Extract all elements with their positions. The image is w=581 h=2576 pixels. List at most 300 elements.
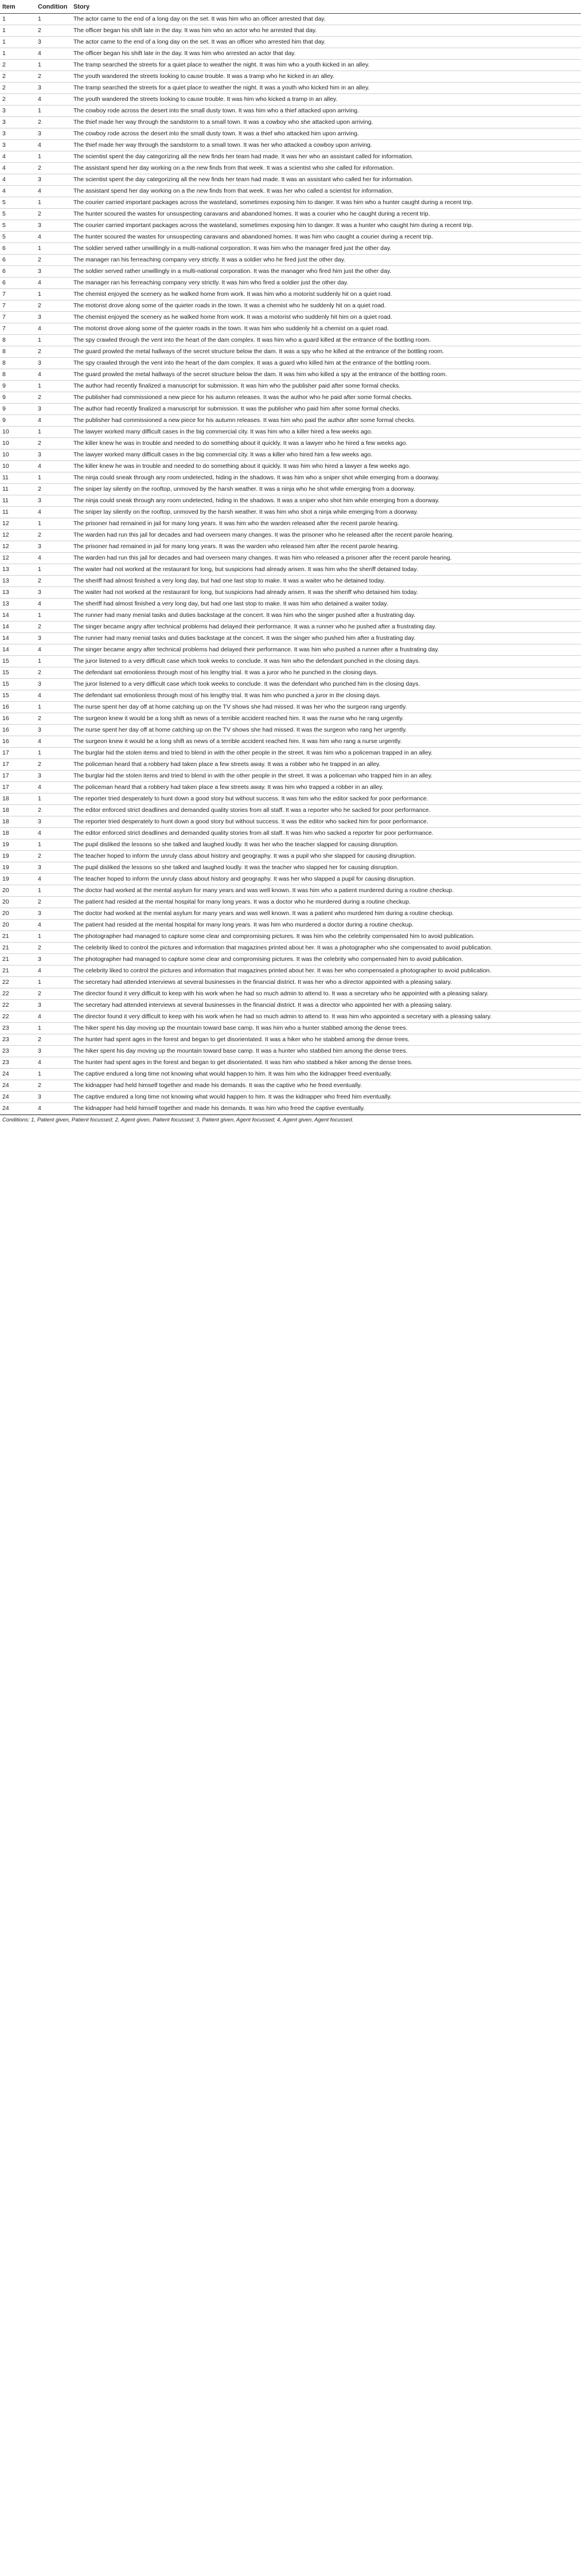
item-cell: 1 — [0, 37, 36, 48]
story-cell: The runner had many menial tasks and duties backstage at the concert. It was him who the singer pushed after a frustrating day. — [71, 610, 581, 621]
table-row — [0, 232, 581, 243]
table-row — [0, 621, 581, 633]
story-cell: The scientist spent the day categorizing all the new finds her team had made. It was her who an assistant called for information. — [71, 151, 581, 163]
condition-cell: 2 — [36, 392, 71, 404]
item-cell: 22 — [0, 1000, 36, 1011]
condition-cell: 2 — [36, 71, 71, 83]
condition-cell: 1 — [36, 289, 71, 300]
condition-cell: 3 — [36, 725, 71, 736]
condition-cell: 3 — [36, 83, 71, 94]
story-cell: The surgeon knew it would be a long shift as news of a terrible accident reached him. It was him who rang a nurse urgently. — [71, 736, 581, 748]
story-cell: The author had recently finalized a manuscript for submission. It was the publisher who paid him after some formal checks. — [71, 404, 581, 415]
story-cell: The captive endured a long time not knowing what would happen to him. It was the kidnapper who freed him eventually. — [71, 1092, 581, 1103]
item-cell: 3 — [0, 117, 36, 128]
table-row — [0, 484, 581, 495]
story-cell: The tramp searched the streets for a quiet place to weather the night. It was him who a youth kicked in an alley. — [71, 60, 581, 71]
table-row — [0, 174, 581, 186]
story-cell: The chemist enjoyed the scenery as he walked home from work. It was him who a motorist suddenly hit on a quiet road. — [71, 289, 581, 300]
condition-cell: 4 — [36, 1103, 71, 1115]
condition-cell: 4 — [36, 277, 71, 289]
story-cell: The doctor had worked at the mental asylum for many years and was well known. It was him who a patient murdered during a routine checkup. — [71, 885, 581, 897]
story-cell: The manager ran his ferreaching company very strictly. It was a soldier who he fired just the other day. — [71, 255, 581, 266]
condition-cell: 1 — [36, 839, 71, 851]
stimuli-table-container — [0, 0, 581, 1124]
table-row — [0, 771, 581, 782]
story-cell: The juror listened to a very difficult case which took weeks to conclude. It was the defendant who punched him in the closing days. — [71, 679, 581, 690]
condition-cell: 2 — [36, 255, 71, 266]
condition-cell: 4 — [36, 232, 71, 243]
item-cell: 23 — [0, 1046, 36, 1057]
story-cell: The author had recently finalized a manuscript for submission. It was him who the publisher paid after some formal checks. — [71, 381, 581, 392]
table-row — [0, 37, 581, 48]
condition-cell: 4 — [36, 369, 71, 381]
condition-cell: 2 — [36, 851, 71, 862]
table-row — [0, 60, 581, 71]
table-row — [0, 690, 581, 702]
condition-cell: 4 — [36, 690, 71, 702]
table-row — [0, 564, 581, 576]
table-row — [0, 1092, 581, 1103]
condition-cell: 1 — [36, 702, 71, 713]
item-cell: 17 — [0, 748, 36, 759]
story-cell: The soldier served rather unwillingly in a multi-national corporation. It was the manager who fired him just the other day. — [71, 266, 581, 277]
story-cell: The assistant spend her day working on a the new finds from that week. It was her who called a scientist for information. — [71, 186, 581, 197]
story-cell: The doctor had worked at the mental asylum for many years and was well known. It was a patient who murdered him during a routine checkup. — [71, 908, 581, 920]
story-cell: The soldier served rather unwillingly in a multi-national corporation. It was him who the manager fired just the other day. — [71, 243, 581, 255]
table-row — [0, 14, 581, 25]
story-cell: The policeman heard that a robbery had taken place a few streets away. It was a robber who he trapped in an alley. — [71, 759, 581, 771]
table-row — [0, 897, 581, 908]
table-row — [0, 931, 581, 943]
item-cell: 14 — [0, 633, 36, 644]
condition-cell: 3 — [36, 174, 71, 186]
condition-cell: 2 — [36, 759, 71, 771]
table-row — [0, 346, 581, 358]
story-cell: The actor came to the end of a long day on the set. It was him who an officer arrested that day. — [71, 14, 581, 25]
condition-cell: 2 — [36, 25, 71, 37]
story-cell: The spy crawled through the vent into the heart of the dam complex. It was him who a guard killed at the entrance of the bottling room. — [71, 335, 581, 346]
item-cell: 15 — [0, 690, 36, 702]
item-cell: 12 — [0, 530, 36, 541]
table-row — [0, 94, 581, 105]
condition-cell: 1 — [36, 1069, 71, 1080]
story-cell: The killer knew he was in trouble and needed to do something about it quickly. It was a lawyer who he hired a few weeks ago. — [71, 438, 581, 449]
item-cell: 6 — [0, 277, 36, 289]
item-cell: 24 — [0, 1092, 36, 1103]
story-cell: The pupil disliked the lessons so she talked and laughed loudly. It was her who the teacher slapped for causing disruption. — [71, 839, 581, 851]
table-row — [0, 977, 581, 988]
story-cell: The youth wandered the streets looking to cause trouble. It was him who kicked a tramp in an alley. — [71, 94, 581, 105]
table-row — [0, 599, 581, 610]
story-cell: The celebrity liked to control the pictures and information that magazines printed about her. It was her who compensated a photographer to avoid publication. — [71, 965, 581, 977]
story-cell: The captive endured a long time not knowing what would happen to him. It was him who the kidnapper freed eventually. — [71, 1069, 581, 1080]
table-row — [0, 266, 581, 277]
table-row — [0, 736, 581, 748]
condition-cell: 4 — [36, 782, 71, 793]
item-cell: 23 — [0, 1034, 36, 1046]
item-cell: 2 — [0, 83, 36, 94]
story-cell: The director found it very difficult to keep with his work when he had so much admin to attend to. It was a secretary who he appointed with a pleasing salary. — [71, 988, 581, 1000]
story-cell: The lawyer worked many difficult cases in the big commercial city. It was him who a killer hired a few weeks ago. — [71, 427, 581, 438]
item-cell: 8 — [0, 335, 36, 346]
table-row — [0, 128, 581, 140]
condition-cell: 4 — [36, 828, 71, 839]
item-cell: 19 — [0, 874, 36, 885]
table-row — [0, 25, 581, 37]
item-cell: 2 — [0, 60, 36, 71]
item-cell: 8 — [0, 346, 36, 358]
condition-cell: 3 — [36, 954, 71, 965]
table-row — [0, 633, 581, 644]
story-cell: The ninja could sneak through any room undetected, hiding in the shadows. It was a sniper who shot him while emerging from a doorway. — [71, 495, 581, 507]
condition-cell: 1 — [36, 381, 71, 392]
item-cell: 21 — [0, 965, 36, 977]
story-cell: The motorist drove along some of the quieter roads in the town. It was him who suddenly hit a chemist on a quiet road. — [71, 323, 581, 335]
condition-cell: 4 — [36, 186, 71, 197]
table-row — [0, 851, 581, 862]
table-row — [0, 541, 581, 553]
header-row — [0, 1, 581, 14]
condition-cell: 2 — [36, 438, 71, 449]
table-row — [0, 828, 581, 839]
story-cell: The reporter tried desperately to hunt down a good story but without success. It was the editor who sacked him for poor performance. — [71, 816, 581, 828]
table-row — [0, 117, 581, 128]
table-row — [0, 381, 581, 392]
item-cell: 3 — [0, 105, 36, 117]
table-row — [0, 965, 581, 977]
table-row — [0, 1011, 581, 1023]
condition-cell: 3 — [36, 266, 71, 277]
item-cell: 13 — [0, 576, 36, 587]
story-cell: The kidnapper had held himself together and made his demands. It was the captive who he freed eventually. — [71, 1080, 581, 1092]
story-cell: The hiker spent his day moving up the mountain toward base camp. It was him who a hunter stabbed among the dense trees. — [71, 1023, 581, 1034]
condition-cell: 3 — [36, 587, 71, 599]
item-cell: 6 — [0, 266, 36, 277]
item-cell: 20 — [0, 897, 36, 908]
table-row — [0, 610, 581, 621]
item-cell: 15 — [0, 667, 36, 679]
condition-cell: 4 — [36, 461, 71, 472]
table-body — [0, 14, 581, 1115]
table-row — [0, 759, 581, 771]
item-cell: 2 — [0, 94, 36, 105]
table-row — [0, 220, 581, 232]
item-cell: 1 — [0, 25, 36, 37]
item-cell: 5 — [0, 209, 36, 220]
table-row — [0, 105, 581, 117]
item-cell: 1 — [0, 14, 36, 25]
table-row — [0, 587, 581, 599]
table-row — [0, 449, 581, 461]
table-row — [0, 862, 581, 874]
item-cell: 9 — [0, 404, 36, 415]
table-row — [0, 1000, 581, 1011]
item-cell: 19 — [0, 862, 36, 874]
condition-cell: 4 — [36, 553, 71, 564]
table-row — [0, 1034, 581, 1046]
story-cell: The secretary had attended interviews at several businesses in the financial district. It was her who a director appointed with a pleasing salary. — [71, 977, 581, 988]
table-row — [0, 518, 581, 530]
condition-cell: 2 — [36, 117, 71, 128]
item-cell: 15 — [0, 656, 36, 667]
table-row — [0, 186, 581, 197]
table-row — [0, 83, 581, 94]
table-row — [0, 1023, 581, 1034]
story-cell: The photographer had managed to capture some clear and compromising pictures. It was the celebrity who compensated him to avoid publication. — [71, 954, 581, 965]
story-cell: The patient had resided at the mental hospital for many long years. It was him who murdered a doctor during a routine checkup. — [71, 920, 581, 931]
table-row — [0, 1057, 581, 1069]
item-cell: 22 — [0, 988, 36, 1000]
condition-cell: 2 — [36, 897, 71, 908]
condition-cell: 3 — [36, 1046, 71, 1057]
table-row — [0, 988, 581, 1000]
table-row — [0, 1069, 581, 1080]
condition-cell: 1 — [36, 564, 71, 576]
condition-cell: 1 — [36, 656, 71, 667]
item-cell: 1 — [0, 48, 36, 60]
story-cell: The hunter had spent ages in the forest and began to get disorientated. It was a hiker who he stabbed among the dense trees. — [71, 1034, 581, 1046]
table-row — [0, 908, 581, 920]
story-cell: The thief made her way through the sandstorm to a small town. It was a cowboy who she attacked upon arriving. — [71, 117, 581, 128]
item-cell: 16 — [0, 736, 36, 748]
condition-cell: 3 — [36, 312, 71, 323]
table-row — [0, 209, 581, 220]
condition-cell: 3 — [36, 771, 71, 782]
table-row — [0, 404, 581, 415]
table-row — [0, 679, 581, 690]
table-row — [0, 312, 581, 323]
item-cell: 6 — [0, 255, 36, 266]
condition-cell: 4 — [36, 644, 71, 656]
item-cell: 7 — [0, 289, 36, 300]
table-row — [0, 1103, 581, 1115]
story-cell: The actor came to the end of a long day on the set. It was an officer who arrested him that day. — [71, 37, 581, 48]
condition-cell: 2 — [36, 484, 71, 495]
condition-cell: 2 — [36, 621, 71, 633]
condition-cell: 1 — [36, 243, 71, 255]
condition-cell: 4 — [36, 48, 71, 60]
condition-cell: 2 — [36, 530, 71, 541]
table-header — [0, 1, 581, 14]
item-cell: 17 — [0, 771, 36, 782]
condition-cell: 1 — [36, 748, 71, 759]
table-row — [0, 874, 581, 885]
story-cell: The celebrity liked to control the pictures and information that magazines printed about her. It was a photographer who she compensated to avoid publication. — [71, 943, 581, 954]
story-cell: The waiter had not worked at the restaurant for long, but suspicions had already arisen. It was the sheriff who detained him today. — [71, 587, 581, 599]
story-cell: The surgeon knew it would be a long shift as news of a terrible accident reached him. It was the nurse who he rang urgently. — [71, 713, 581, 725]
table-row — [0, 255, 581, 266]
item-cell: 6 — [0, 243, 36, 255]
table-row — [0, 323, 581, 335]
item-cell: 11 — [0, 472, 36, 484]
item-cell: 23 — [0, 1023, 36, 1034]
story-cell: The sheriff had almost finished a very long day, but had one last stop to make. It was a waiter who he detained today. — [71, 576, 581, 587]
table-row — [0, 748, 581, 759]
table-row — [0, 644, 581, 656]
item-cell: 10 — [0, 427, 36, 438]
item-cell: 11 — [0, 507, 36, 518]
story-cell: The pupil disliked the lessons so she talked and laughed loudly. It was the teacher who slapped her for causing disruption. — [71, 862, 581, 874]
condition-cell: 2 — [36, 667, 71, 679]
item-cell: 14 — [0, 644, 36, 656]
story-cell: The teacher hoped to inform the unruly class about history and geography. It was her who slapped a pupil for causing disruption. — [71, 874, 581, 885]
item-cell: 10 — [0, 449, 36, 461]
item-cell: 9 — [0, 392, 36, 404]
table-row — [0, 300, 581, 312]
condition-cell: 1 — [36, 105, 71, 117]
story-cell: The lawyer worked many difficult cases in the big commercial city. It was a killer who hired him a few weeks ago. — [71, 449, 581, 461]
story-cell: The nurse spent her day off at home catching up on the TV shows she had missed. It was the surgeon who rang her urgently. — [71, 725, 581, 736]
condition-cell: 4 — [36, 965, 71, 977]
condition-cell: 4 — [36, 874, 71, 885]
story-cell: The killer knew he was in trouble and needed to do something about it quickly. It was him who hired a lawyer a few weeks ago. — [71, 461, 581, 472]
item-cell: 4 — [0, 151, 36, 163]
condition-cell: 1 — [36, 14, 71, 25]
condition-cell: 3 — [36, 908, 71, 920]
item-cell: 16 — [0, 713, 36, 725]
table-row — [0, 369, 581, 381]
story-cell: The hiker spent his day moving up the mountain toward base camp. It was a hunter who stabbed him among the dense trees. — [71, 1046, 581, 1057]
condition-cell: 1 — [36, 610, 71, 621]
table-row — [0, 151, 581, 163]
story-cell: The photographer had managed to capture some clear and compromising pictures. It was him who the celebrity compensated him to avoid publication. — [71, 931, 581, 943]
story-cell: The juror listened to a very difficult case which took weeks to conclude. It was him who the defendant punched in the closing days. — [71, 656, 581, 667]
table-row — [0, 289, 581, 300]
table-row — [0, 335, 581, 346]
story-cell: The courier carried important packages across the wasteland, sometimes exposing him to danger. It was him who a hunter caught during a recent trip. — [71, 197, 581, 209]
condition-cell: 3 — [36, 37, 71, 48]
story-cell: The officer began his shift late in the day. It was him who an actor who he arrested that day. — [71, 25, 581, 37]
table-row — [0, 71, 581, 83]
story-cell: The spy crawled through the vent into the heart of the dam complex. It was a guard who killed him at the entrance of the bottling room. — [71, 358, 581, 369]
condition-cell: 3 — [36, 541, 71, 553]
item-cell: 17 — [0, 759, 36, 771]
story-cell: The officer began his shift late in the day. It was him who arrested an actor that day. — [71, 48, 581, 60]
condition-cell: 4 — [36, 1011, 71, 1023]
table-row — [0, 507, 581, 518]
table-row — [0, 438, 581, 449]
table-row — [0, 725, 581, 736]
item-cell: 8 — [0, 358, 36, 369]
item-cell: 18 — [0, 793, 36, 805]
table-row — [0, 277, 581, 289]
story-cell: The guard prowled the metal hallways of the secret structure below the dam. It was him who killed a spy at the entrance of the bottling room. — [71, 369, 581, 381]
story-cell: The thief made her way through the sandstorm to a small town. It was her who attacked a cowboy upon arriving. — [71, 140, 581, 151]
story-cell: The assistant spend her day working on a the new finds from that week. It was a scientist who she called for information. — [71, 163, 581, 174]
item-cell: 24 — [0, 1103, 36, 1115]
condition-cell: 3 — [36, 679, 71, 690]
condition-cell: 4 — [36, 507, 71, 518]
item-cell: 11 — [0, 484, 36, 495]
table-row — [0, 954, 581, 965]
condition-cell: 2 — [36, 209, 71, 220]
table-row — [0, 805, 581, 816]
table-row — [0, 358, 581, 369]
item-cell: 11 — [0, 495, 36, 507]
item-cell: 10 — [0, 438, 36, 449]
story-cell: The youth wandered the streets looking to cause trouble. It was a tramp who he kicked in an alley. — [71, 71, 581, 83]
table-row — [0, 839, 581, 851]
condition-cell: 2 — [36, 713, 71, 725]
condition-cell: 2 — [36, 300, 71, 312]
condition-cell: 2 — [36, 163, 71, 174]
table-row — [0, 553, 581, 564]
story-cell: The ninja could sneak through any room undetected, hiding in the shadows. It was him who a sniper shot while emerging from a doorway. — [71, 472, 581, 484]
condition-cell: 1 — [36, 151, 71, 163]
item-cell: 24 — [0, 1069, 36, 1080]
story-cell: The burglar hid the stolen items and tried to blend in with the other people in the street. It was him who a policeman trapped in an alley. — [71, 748, 581, 759]
story-cell: The nurse spent her day off at home catching up on the TV shows she had missed. It was her who the surgeon rang urgently. — [71, 702, 581, 713]
story-cell: The prisoner had remained in jail for many long years. It was him who the warden released after the recent parole hearing. — [71, 518, 581, 530]
condition-cell: 2 — [36, 1080, 71, 1092]
condition-cell: 4 — [36, 1057, 71, 1069]
item-cell: 13 — [0, 587, 36, 599]
story-cell: The warden had run this jail for decades and had overseen many changes. It was him who released a prisoner after the recent parole hearing. — [71, 553, 581, 564]
condition-cell: 1 — [36, 977, 71, 988]
table-row — [0, 163, 581, 174]
table-row — [0, 48, 581, 60]
condition-cell: 1 — [36, 931, 71, 943]
item-cell: 20 — [0, 885, 36, 897]
item-cell: 18 — [0, 816, 36, 828]
item-cell: 4 — [0, 174, 36, 186]
item-cell: 5 — [0, 220, 36, 232]
story-cell: The patient had resided at the mental hospital for many long years. It was a doctor who he murdered during a routine checkup. — [71, 897, 581, 908]
story-cell: The secretary had attended interviews at several businesses in the financial district. It was a director who appointed her with a pleasing salary. — [71, 1000, 581, 1011]
condition-cell: 1 — [36, 427, 71, 438]
table-row — [0, 816, 581, 828]
story-cell: The hunter scoured the wastes for unsuspecting caravans and abandoned homes. It was a courier who he caught during a recent trip. — [71, 209, 581, 220]
item-cell: 23 — [0, 1057, 36, 1069]
story-cell: The defendant sat emotionless through most of his lengthy trial. It was a juror who he punched in the closing days. — [71, 667, 581, 679]
condition-cell: 1 — [36, 335, 71, 346]
condition-cell: 2 — [36, 805, 71, 816]
condition-cell: 3 — [36, 633, 71, 644]
story-cell: The warden had run this jail for decades and had overseen many changes. It was the prisoner who he released after the recent parole hearing. — [71, 530, 581, 541]
table-row — [0, 656, 581, 667]
story-cell: The sheriff had almost finished a very long day, but had one last stop to make. It was him who detained a waiter today. — [71, 599, 581, 610]
item-cell: 3 — [0, 140, 36, 151]
table-footnote: Conditions: 1, Patient given, Patient focussed; 2, Agent given, Patient focussed; 3, Patient given, Agent focussed; 4, Agent given, Agent focussed. — [0, 1115, 581, 1124]
item-cell: 13 — [0, 564, 36, 576]
item-cell: 18 — [0, 805, 36, 816]
item-cell: 5 — [0, 232, 36, 243]
story-cell: The tramp searched the streets for a quiet place to weather the night. It was a youth who kicked him in an alley. — [71, 83, 581, 94]
story-cell: The burglar hid the stolen items and tried to blend in with the other people in the street. It was a policeman who trapped him in an alley. — [71, 771, 581, 782]
item-cell: 19 — [0, 851, 36, 862]
condition-cell: 3 — [36, 220, 71, 232]
item-cell: 12 — [0, 541, 36, 553]
condition-cell: 4 — [36, 415, 71, 427]
item-cell: 20 — [0, 908, 36, 920]
item-cell: 21 — [0, 943, 36, 954]
story-cell: The policeman heard that a robbery had taken place a few streets away. It was him who trapped a robber in an alley. — [71, 782, 581, 793]
story-cell: The singer became angry after technical problems had delayed their performance. It was a runner who he pushed after a frustrating day. — [71, 621, 581, 633]
story-cell: The singer became angry after technical problems had delayed their performance. It was him who pushed a runner after a frustrating day. — [71, 644, 581, 656]
condition-cell: 4 — [36, 140, 71, 151]
story-cell: The hunter scoured the wastes for unsuspecting caravans and abandoned homes. It was him who caught a courier during a recent trip. — [71, 232, 581, 243]
table-row — [0, 427, 581, 438]
condition-cell: 3 — [36, 449, 71, 461]
story-cell: The defendant sat emotionless through most of his lengthy trial. It was him who punched a juror in the closing days. — [71, 690, 581, 702]
table-row — [0, 243, 581, 255]
table-row — [0, 415, 581, 427]
table-row — [0, 197, 581, 209]
story-cell: The motorist drove along some of the quieter roads in the town. It was a chemist who he suddenly hit on a quiet road. — [71, 300, 581, 312]
condition-cell: 3 — [36, 495, 71, 507]
story-cell: The editor enforced strict deadlines and demanded quality stories from all staff. It was a reporter who he sacked for poor performance. — [71, 805, 581, 816]
table-row — [0, 495, 581, 507]
